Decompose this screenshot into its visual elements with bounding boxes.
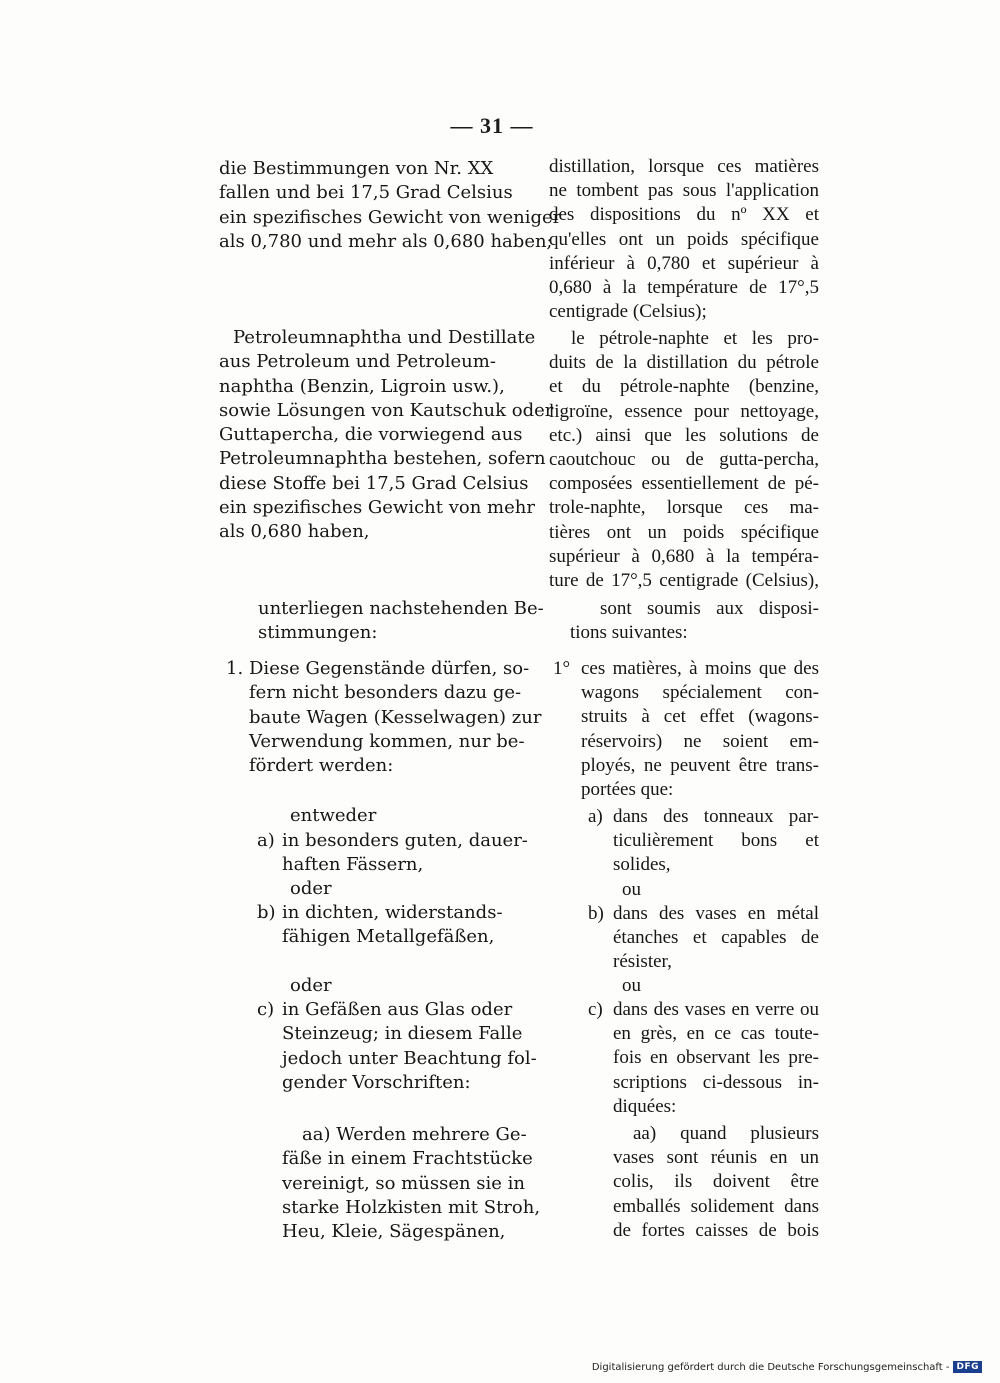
dfg-logo: DFG (953, 1361, 982, 1373)
text-line: Steinzeug; in diesem Falle (282, 1023, 523, 1045)
text-line: qu'elles ont un poids spécifique (549, 228, 819, 250)
text-line: des dispositions du nº XX et (549, 204, 819, 226)
text-line: fäße in einem Frachtstücke (282, 1148, 533, 1170)
text-line: supérieur à 0,680 à la tempéra- (549, 545, 819, 567)
text-line: emballés solidement dans (613, 1195, 819, 1217)
german-item-1-number: 1. (226, 658, 244, 679)
french-item-c (613, 998, 819, 1119)
text-line: ticulièrement bons et (613, 830, 819, 852)
text-line: sowie Lösungen von Kautschuk oder (219, 399, 554, 421)
text-line: die Bestimmungen von Nr. XX (219, 158, 494, 179)
text-line: in dichten, widerstands- (282, 902, 503, 923)
text-line: wagons spécialement con- (581, 682, 819, 704)
text-line: aa) quand plusieurs (633, 1123, 819, 1144)
german-paragraph-2 (219, 326, 554, 545)
german-entweder: entweder (290, 805, 377, 826)
text-line: scriptions ci-dessous in- (613, 1071, 819, 1093)
text-line: starke Holzkisten mit Stroh, (282, 1196, 541, 1218)
text-line: tières ont un poids spécifique (549, 521, 819, 543)
text-line: 0,680 à la température de 17°,5 (549, 277, 819, 299)
text-line: baute Wagen (Kesselwagen) zur (249, 706, 542, 728)
german-item-b (282, 901, 503, 950)
german-item-aa (282, 1123, 541, 1244)
text-line: tions suivantes: (570, 622, 688, 644)
text-line: Guttapercha, die vorwiegend aus (219, 424, 523, 446)
text-line: als 0,780 und mehr als 0,680 haben; (219, 230, 553, 252)
text-line: colis, ils doivent être (613, 1171, 819, 1193)
text-line: réservoirs) ne soient em- (581, 730, 819, 752)
german-oder-2: oder (290, 975, 332, 996)
text-line: trole-naphte, lorsque ces ma- (549, 497, 819, 519)
text-line: unterliegen nachstehenden Be- (258, 598, 544, 619)
page-number: — 31 — (450, 113, 534, 138)
text-line: ein spezifisches Gewicht von weniger (219, 206, 562, 228)
text-line: distillation, lorsque ces matières (549, 156, 819, 177)
text-line: dans des vases en verre ou (613, 999, 819, 1020)
text-line: naphtha (Benzin, Ligroin usw.), (219, 375, 505, 397)
text-line: ligroïne, essence pour nettoyage, (549, 400, 819, 422)
french-item-c-label: c) (588, 999, 603, 1020)
text-line: duits de la distillation du pétrole (549, 352, 819, 374)
text-line: Petroleumnaphtha und Destillate (233, 327, 536, 348)
text-line: en grès, en ce cas toute- (613, 1023, 819, 1045)
text-line: in besonders guten, dauer- (282, 830, 528, 851)
german-item-c-label: c) (257, 999, 275, 1020)
text-line: diese Stoffe bei 17,5 Grad Celsius (219, 472, 529, 494)
text-line: fois en observant les pre- (613, 1047, 819, 1069)
german-item-a-label: a) (257, 830, 275, 851)
text-line: de fortes caisses de bois (613, 1219, 819, 1241)
text-line: etc.) ainsi que les solutions de (549, 424, 819, 446)
text-line: inférieur à 0,780 et supérieur à (549, 252, 819, 274)
french-item-aa (613, 1122, 819, 1243)
text-line: centigrade (Celsius); (549, 301, 707, 323)
french-ou-2: ou (622, 975, 641, 996)
text-line: fern nicht besonders dazu ge- (249, 682, 522, 704)
text-line: Verwendung kommen, nur be- (249, 730, 525, 752)
text-line: dans des vases en métal (613, 903, 819, 924)
text-line: struits à cet effet (wagons- (581, 706, 819, 728)
text-line: dans des tonneaux par- (613, 806, 819, 827)
text-line: aa) Werden mehrere Ge- (302, 1124, 527, 1145)
french-paragraph-3 (570, 597, 819, 645)
french-item-b-label: b) (588, 903, 604, 924)
text-line: Petroleumnaphtha bestehen, sofern (219, 448, 546, 470)
german-item-b-label: b) (257, 902, 276, 923)
text-line: fallen und bei 17,5 Grad Celsius (219, 182, 513, 204)
french-item-b (613, 902, 819, 975)
german-item-1 (249, 657, 542, 778)
text-line: vereinigt, so müssen sie in (282, 1172, 525, 1194)
text-line: diquées: (613, 1095, 677, 1117)
text-line: composées essentiellement de pé- (549, 473, 819, 495)
text-line: ne tombent pas sous l'application (549, 180, 819, 202)
french-item-a-label: a) (588, 806, 603, 827)
german-paragraph-3 (258, 597, 544, 646)
text-line: Diese Gegenstände dürfen, so- (249, 658, 530, 679)
french-item-1-number: 1° (553, 658, 571, 679)
german-paragraph-1 (219, 157, 562, 254)
text-line: jedoch unter Beachtung fol- (282, 1047, 537, 1069)
text-line: gender Vorschriften: (282, 1071, 471, 1093)
german-item-a (282, 829, 528, 878)
text-line: portées que: (581, 779, 674, 801)
footer-credit (592, 1361, 982, 1373)
french-paragraph-2 (549, 327, 819, 593)
text-line: et du pétrole-naphte (benzine, (549, 376, 819, 398)
text-line: ein spezifisches Gewicht von mehr (219, 497, 535, 519)
text-line: étanches et capables de (613, 927, 819, 949)
french-item-a (613, 805, 819, 878)
text-line: ployés, ne peuvent être trans- (581, 754, 819, 776)
text-line: Heu, Kleie, Sägespänen, (282, 1221, 506, 1243)
text-line: als 0,680 haben, (219, 521, 370, 543)
text-line: fördert werden: (249, 755, 394, 777)
text-line: ture de 17°,5 centigrade (Celsius), (549, 570, 819, 592)
text-line: haften Fässern, (282, 854, 424, 876)
text-line: solides, (613, 854, 671, 876)
footer-text: Digitalisierung gefördert durch die Deutsche Forschungsgemeinschaft - (591, 1361, 950, 1373)
french-item-1 (581, 657, 819, 802)
french-ou-1: ou (622, 879, 641, 900)
text-line: vases sont réunis en un (613, 1147, 819, 1169)
text-line: aus Petroleum und Petroleum- (219, 351, 496, 373)
german-oder-1: oder (290, 878, 332, 899)
text-line: ces matières, à moins que des (581, 658, 819, 679)
french-paragraph-1 (549, 155, 819, 324)
text-line: le pétrole-naphte et les pro- (571, 328, 819, 349)
text-line: in Gefäßen aus Glas oder (282, 999, 513, 1020)
text-line: sont soumis aux disposi- (600, 598, 819, 619)
text-line: caoutchouc ou de gutta-percha, (549, 449, 819, 471)
text-line: résister, (613, 951, 672, 973)
text-line: stimmungen: (258, 622, 378, 644)
german-item-c (282, 998, 537, 1095)
text-line: fähigen Metallgefäßen, (282, 926, 495, 948)
